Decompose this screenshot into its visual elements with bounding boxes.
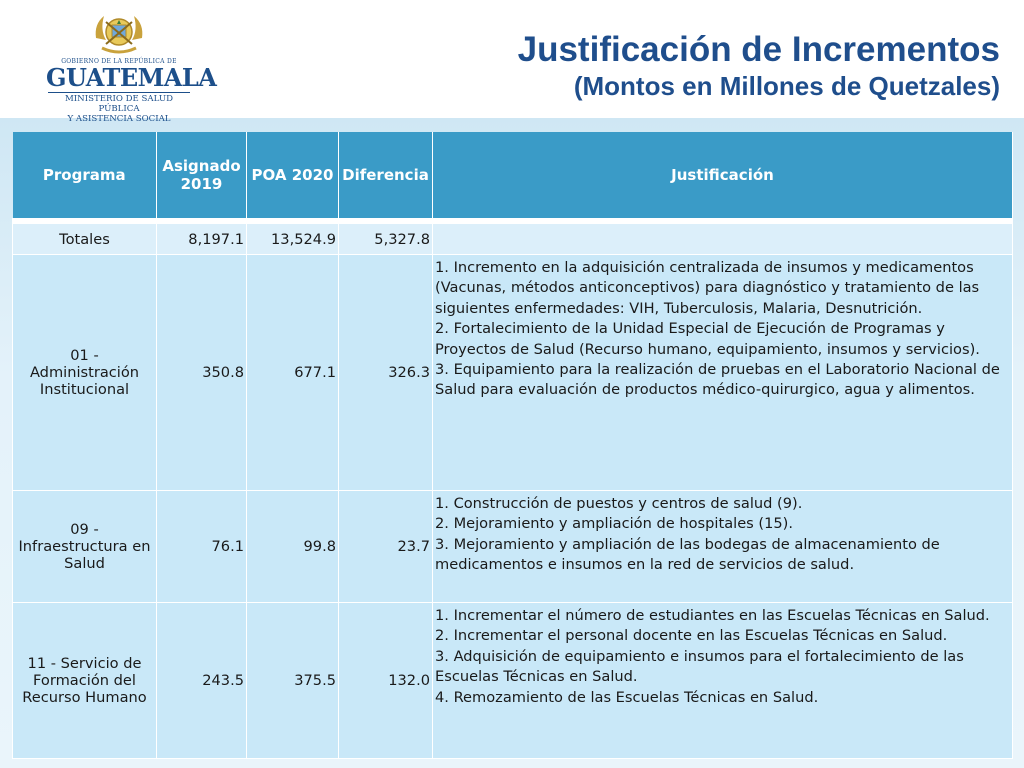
totals-diferencia: 5,327.8	[339, 221, 433, 255]
diferencia-cell: 132.0	[339, 603, 433, 759]
justification-item: 1. Construcción de puestos y centros de salud (9).	[435, 495, 803, 512]
col-header-diferencia: Diferencia	[339, 132, 433, 221]
title-block	[518, 30, 1000, 102]
programa-cell: 09 - Infraestructura en Salud	[13, 491, 157, 603]
justificacion-cell	[433, 255, 1013, 491]
diferencia-cell: 23.7	[339, 491, 433, 603]
justification-item: 3. Adquisición de equipamiento e insumos para el fortalecimiento de las Escuelas Técnicas en Salud.	[435, 647, 964, 686]
logo-divider	[48, 92, 190, 93]
justification-item: 2. Incrementar el personal docente en las Escuelas Técnicas en Salud.	[435, 627, 948, 645]
logo-ministry-line2: Y ASISTENCIA SOCIAL	[67, 114, 171, 124]
justificacion-cell	[433, 491, 1013, 603]
col-header-programa: Programa	[13, 132, 157, 221]
totals-poa: 13,524.9	[247, 221, 339, 255]
page-subtitle: (Montos en Millones de Quetzales)	[573, 71, 1000, 101]
justification-item: 2. Fortalecimiento de la Unidad Especial de Ejecución de Programas y Proyectos de Salud (Recurso humano, equipamiento, insumos y servicios).	[435, 320, 980, 358]
justification-table	[12, 132, 1013, 759]
poa-cell: 99.8	[247, 491, 339, 603]
logo-ministry-line1: MINISTERIO DE SALUD PÚBLICA	[64, 94, 173, 114]
programa-cell: 01 - Administración Institucional	[13, 255, 157, 491]
poa-cell: 677.1	[247, 255, 339, 491]
col-header-asignado: Asignado 2019	[157, 132, 247, 221]
table-header-row	[13, 132, 1013, 221]
logo-government-line: GOBIERNO DE LA REPÚBLICA DE	[61, 58, 177, 65]
programa-cell: 11 - Servicio de Formación del Recurso Humano	[13, 603, 157, 759]
justification-item: 2. Mejoramiento y ampliación de hospitales (15).	[435, 515, 794, 533]
justificacion-cell	[433, 603, 1013, 759]
asignado-cell: 243.5	[157, 603, 247, 759]
totals-row	[13, 221, 1013, 255]
asignado-cell: 76.1	[157, 491, 247, 603]
table-row	[13, 255, 1013, 491]
col-header-poa: POA 2020	[247, 132, 339, 221]
logo-country-name: GUATEMALA	[46, 63, 217, 92]
justification-item: 4. Remozamiento de las Escuelas Técnicas en Salud.	[435, 688, 819, 706]
page-title: Justificación de Incrementos	[517, 30, 1000, 69]
asignado-cell: 350.8	[157, 255, 247, 491]
poa-cell: 375.5	[247, 603, 339, 759]
diferencia-cell: 326.3	[339, 255, 433, 491]
totals-asignado: 8,197.1	[157, 221, 247, 255]
justification-item: 3. Equipamiento para la realización de pruebas en el Laboratorio Nacional de Salud para evaluación de productos médico-quirurgico, agua y alimentos.	[435, 361, 1000, 399]
justification-item: 1. Incrementar el número de estudiantes en las Escuelas Técnicas en Salud.	[435, 607, 990, 624]
justification-item: 3. Mejoramiento y ampliación de las bodegas de almacenamiento de medicamentos e insumos en la red de servicios de salud.	[435, 535, 940, 574]
ministry-logo	[46, 10, 217, 124]
justification-item: 1. Incremento en la adquisición centralizada de insumos y medicamentos (Vacunas, métodos anticonceptivos) para diagnóstico y tratamiento de las siguientes enfermedades: VIH, Tuberculosis, Malaria, Desnutrición.	[435, 259, 980, 317]
col-header-justificacion: Justificación	[433, 132, 1013, 221]
totals-justificacion	[433, 221, 1013, 255]
totals-label: Totales	[13, 221, 157, 255]
table-row	[13, 603, 1013, 759]
coat-of-arms-icon	[92, 10, 146, 56]
table-row	[13, 491, 1013, 603]
